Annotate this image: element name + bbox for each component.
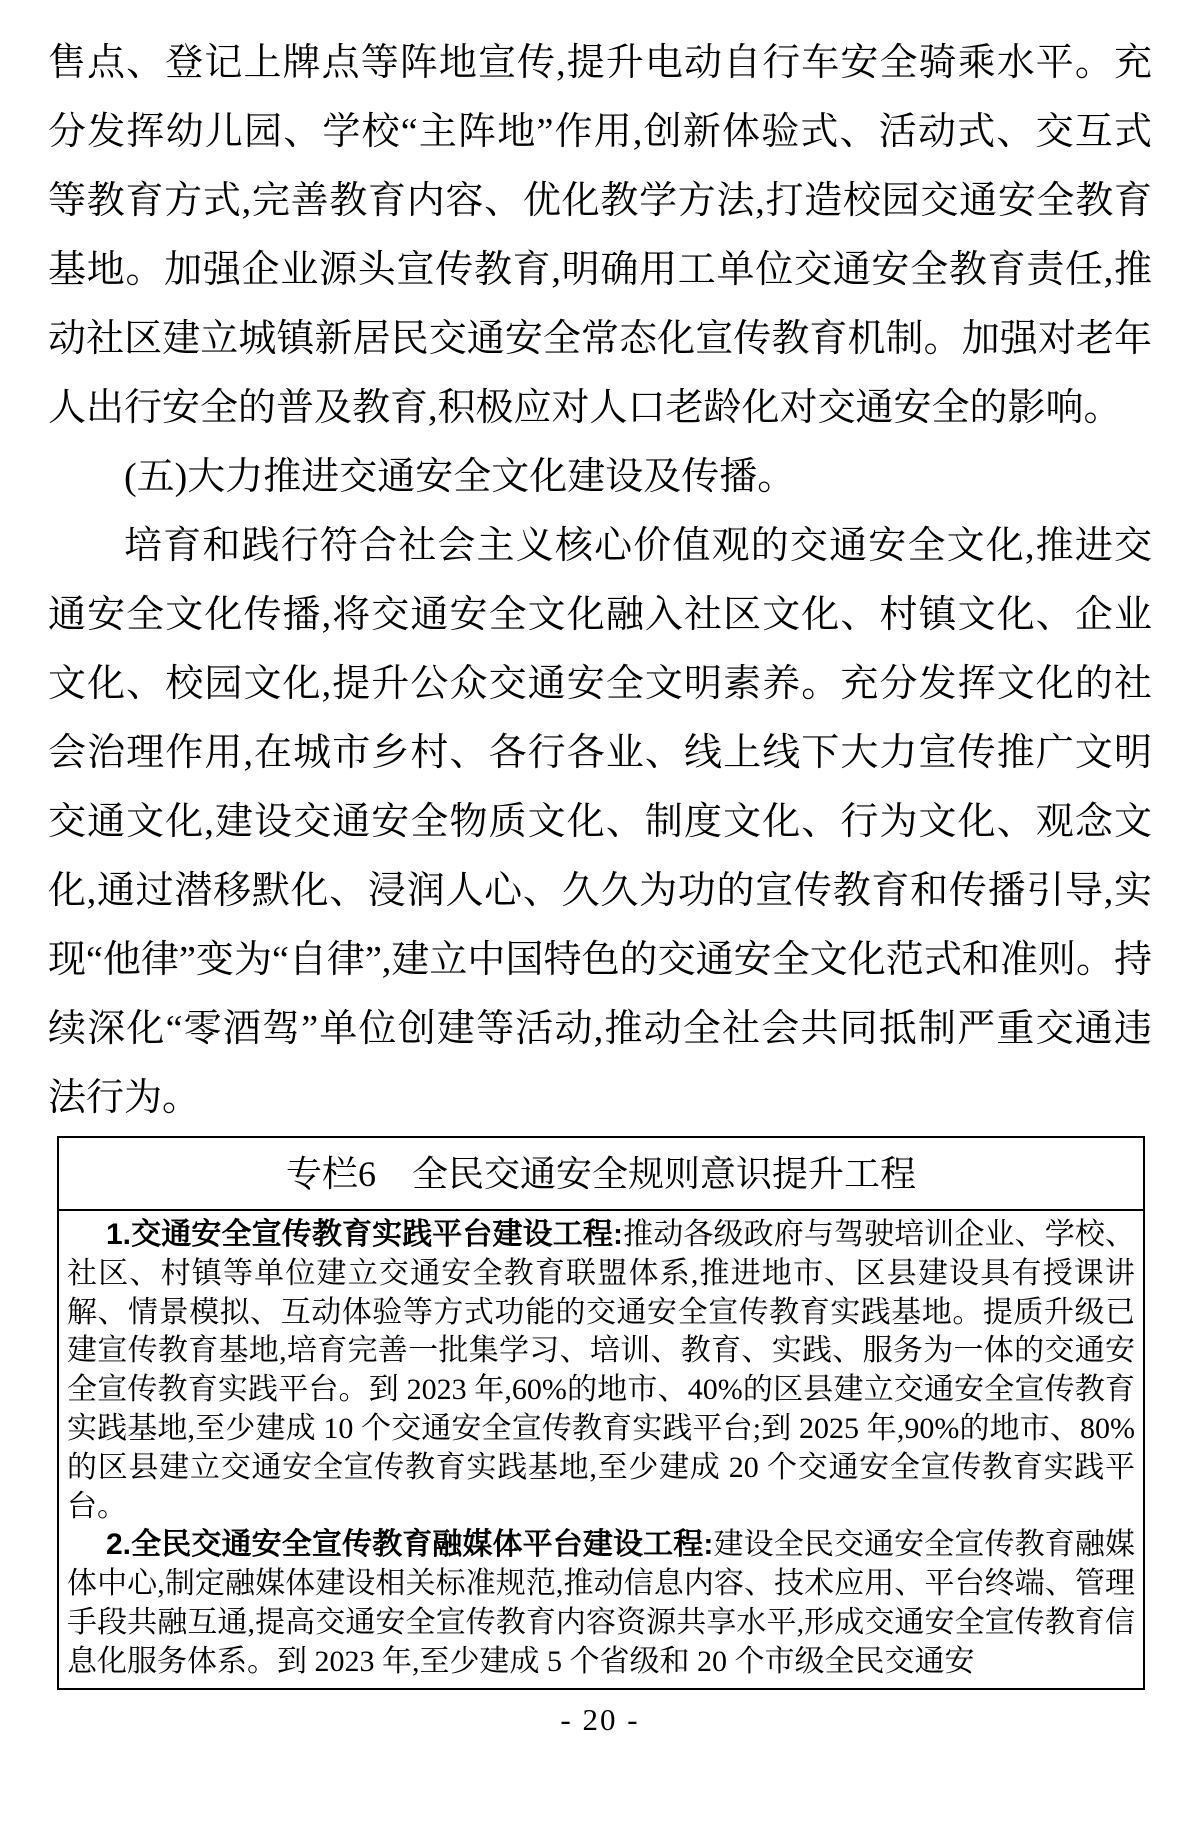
highlight-box: [57, 1136, 1145, 1690]
body-paragraph-continuation: 售点、登记上牌点等阵地宣传,提升电动自行车安全骑乘水平。充分发挥幼儿园、学校“主阵地”作用,创新体验式、活动式、交互式等教育方式,完善教育内容、优化教学方法,打造校园交通安全教育基地。加强企业源头宣传教育,明确用工单位交通安全教育责任,推动社区建立城镇新居民交通安全常态化宣传教育机制。加强对老年人出行安全的普及教育,积极应对人口老龄化对交通安全的影响。: [48, 42, 1152, 429]
box-body: [59, 1211, 1143, 1688]
box-item-1-label: 1.交通安全宣传教育实践平台建设工程:: [106, 1218, 624, 1251]
page-number: - 20 -: [560, 1701, 640, 1737]
box-item-2-text: 建设全民交通安全宣传教育融媒体中心,制定融媒体建设相关标准规范,推动信息内容、技术应用、平台终端、管理手段共融互通,提高交通安全宣传教育内容资源共享水平,形成交通安全宣传教育信息化服务体系。到 2023 年,至少建成 5 个省级和 20 个市级全民交通安: [67, 1528, 1135, 1678]
box-item-1-text: 推动各级政府与驾驶培训企业、学校、社区、村镇等单位建立交通安全教育联盟体系,推进地市、区县建设具有授课讲解、情景模拟、互动体验等方式功能的交通安全宣传教育实践基地。提质升级已建宣传教育基地,培育完善一批集学习、培训、教育、实践、服务为一体的交通安全宣传教育实践平台。到 2023 年,60%的地市、40%的区县建立交通安全宣传教育实践基地,至少建成 10 个交通安全宣传教育实践平台;到 2025 年,90%的地市、80%的区县建立交通安全宣传教育实践基地,至少建成 20 个交通安全宣传教育实践平台。: [67, 1218, 1136, 1523]
body-paragraph: 培育和践行符合社会主义核心价值观的交通安全文化,推进交通安全文化传播,将交通安全文化融入社区文化、村镇文化、企业文化、校园文化,提升公众交通安全文明素养。充分发挥文化的社会治理作用,在城市乡村、各行各业、线上线下大力宣传推广文明交通文化,建设交通安全物质文化、制度文化、行为文化、观念文化,通过潜移默化、浸润人心、久久为功的宣传教育和传播引导,实现“他律”变为“自律”,建立中国特色的交通安全文化范式和准则。持续深化“零酒驾”单位创建等活动,推动全社会共同抵制严重交通违法行为。: [48, 525, 1152, 1119]
main-text-block: [48, 29, 1152, 1133]
section-heading: (五)大力推进交通安全文化建设及传播。: [124, 456, 796, 498]
box-item-1: [67, 1216, 1135, 1526]
box-title: 专栏6 全民交通安全规则意识提升工程: [59, 1138, 1143, 1211]
box-item-2: [67, 1526, 1135, 1681]
box-item-2-label: 2.全民交通安全宣传教育融媒体平台建设工程:: [106, 1528, 714, 1562]
